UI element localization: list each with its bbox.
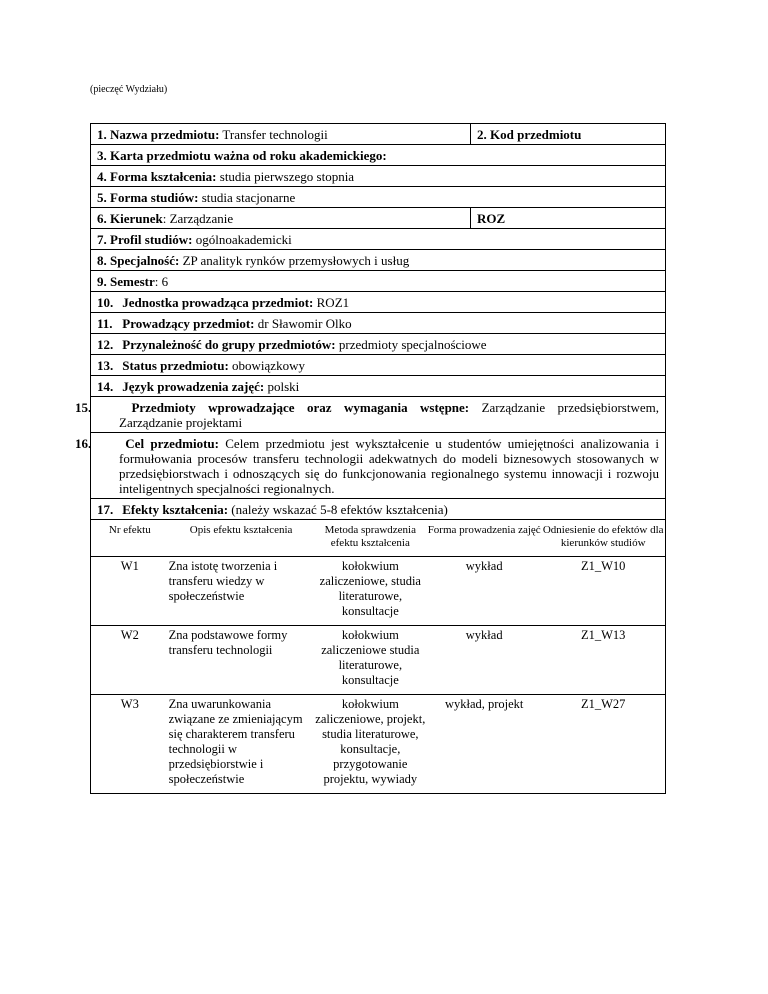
effects-header-metoda: Metoda sprawdzenia efektu kształcenia xyxy=(324,524,416,549)
effects-header-nr: Nr efektu xyxy=(108,524,151,536)
course-group-label: Przynależność do grupy przedmiotów: xyxy=(122,337,336,352)
effect-form: wykład, projekt xyxy=(427,695,541,794)
semester-cell xyxy=(91,271,666,292)
lecturer-number: 11. xyxy=(97,316,113,331)
field-of-study-value: : Zarządzanie xyxy=(162,211,234,226)
lecturer-value: dr Sławomir Olko xyxy=(254,316,352,331)
course-name-label: 1. Nazwa przedmiotu: xyxy=(97,127,220,142)
field-17-row xyxy=(91,499,666,520)
field-of-study-code: ROZ xyxy=(477,211,506,226)
semester-label: 9. Semestr xyxy=(97,274,155,289)
field-11-row xyxy=(91,313,666,334)
effects-row xyxy=(91,520,666,794)
study-profile-cell xyxy=(91,229,666,250)
field-4-row xyxy=(91,166,666,187)
effects-cell xyxy=(91,520,666,794)
unit-cell xyxy=(91,292,666,313)
effects-table xyxy=(91,520,665,793)
effect-row-w1 xyxy=(91,557,665,626)
specialty-label: 8. Specjalność: xyxy=(97,253,180,268)
prerequisites-value: Zarządzanie przedsiębiorstwem, Zarządzanie projektami xyxy=(119,400,659,430)
field-16-row xyxy=(91,433,666,499)
learning-outcomes-number: 17. xyxy=(97,502,114,517)
course-goal-cell xyxy=(75,433,666,499)
unit-label: Jednostka prowadząca przedmiot: xyxy=(122,295,314,310)
effects-header-odniesienie: Odniesienie do efektów dla kierunków studiów xyxy=(542,524,664,549)
course-group-cell xyxy=(91,334,666,355)
effect-reference: Z1_W27 xyxy=(541,695,665,794)
course-status-label: Status przedmiotu: xyxy=(122,358,229,373)
effect-nr: W3 xyxy=(91,695,169,794)
effect-reference: Z1_W13 xyxy=(541,626,665,695)
course-name-cell xyxy=(91,124,471,145)
field-3-row xyxy=(91,145,666,166)
field-of-study-label: 6. Kierunek xyxy=(97,211,163,226)
field-5-row xyxy=(91,187,666,208)
effects-header-row xyxy=(91,520,665,557)
field-14-row xyxy=(91,376,666,397)
course-code-label: 2. Kod przedmiotu xyxy=(477,127,582,142)
field-8-row xyxy=(91,250,666,271)
course-status-number: 13. xyxy=(97,358,114,373)
field-9-row xyxy=(91,271,666,292)
language-label: Język prowadzenia zajęć: xyxy=(122,379,265,394)
learning-outcomes-cell xyxy=(91,499,666,520)
field-15-row xyxy=(91,397,666,433)
learning-outcomes-value: (należy wskazać 5-8 efektów kształcenia) xyxy=(228,502,448,517)
course-group-number: 12. xyxy=(97,337,114,352)
effect-row-w3 xyxy=(91,695,665,794)
field-7-row xyxy=(91,229,666,250)
course-group-value: przedmioty specjalnościowe xyxy=(335,337,487,352)
effect-method: kołokwium zaliczeniowe, projekt, studia literaturowe, konsultacje, przygotowanie projektu, wywiady xyxy=(314,695,427,794)
language-number: 14. xyxy=(97,379,114,394)
study-profile-label: 7. Profil studiów: xyxy=(97,232,193,247)
prerequisites-cell xyxy=(75,397,666,433)
study-form-cell xyxy=(91,187,666,208)
effect-description: Zna istotę tworzenia i transferu wiedzy w społeczeństwie xyxy=(169,557,314,626)
prerequisites-label: Przedmioty wprowadzające oraz wymagania wstępne: xyxy=(131,400,470,415)
unit-number: 10. xyxy=(97,295,114,310)
lecturer-cell xyxy=(91,313,666,334)
specialty-value: ZP analityk rynków przemysłowych i usług xyxy=(179,253,410,268)
unit-value: ROZ1 xyxy=(313,295,350,310)
faculty-stamp-label: (pieczęć Wydziału) xyxy=(90,84,168,95)
lecturer-label: Prowadzący przedmiot: xyxy=(122,316,255,331)
effect-description: Zna uwarunkowania związane ze zmieniającym się charakterem transferu technologii w przedsiębiorstwie i społeczeństwie xyxy=(169,695,314,794)
effects-header-opis: Opis efektu kształcenia xyxy=(189,524,293,536)
effect-reference: Z1_W10 xyxy=(541,557,665,626)
course-goal-label: Cel przedmiotu: xyxy=(125,436,219,451)
effect-nr: W2 xyxy=(91,626,169,695)
effect-method: kołokwium zaliczeniowe, studia literaturowe, konsultacje xyxy=(314,557,427,626)
field-of-study-cell xyxy=(91,208,471,229)
effects-header-forma: Forma prowadzenia zajęć xyxy=(427,524,541,536)
language-value: polski xyxy=(264,379,300,394)
field-of-study-code-cell xyxy=(471,208,666,229)
field-6-row xyxy=(91,208,666,229)
effect-form: wykład xyxy=(427,557,541,626)
prerequisites-number: 15. xyxy=(75,400,92,415)
education-form-label: 4. Forma kształcenia: xyxy=(97,169,217,184)
course-status-cell xyxy=(91,355,666,376)
learning-outcomes-label: Efekty kształcenia: xyxy=(122,502,229,517)
semester-value: : 6 xyxy=(154,274,169,289)
course-code-cell xyxy=(471,124,666,145)
valid-year-cell xyxy=(91,145,666,166)
course-goal-number: 16. xyxy=(75,436,92,451)
field-1-row xyxy=(91,124,666,145)
field-13-row xyxy=(91,355,666,376)
language-cell xyxy=(91,376,666,397)
field-10-row xyxy=(91,292,666,313)
course-goal-value: Celem przedmiotu jest wykształcenie u studentów umiejętności analizowania i formułowania procesów transferu technologii adekwatnych do modeli biznesowych stosowanych w przedsiębiorstwach i odnoszących się do funkcjonowania regionalnego systemu innowacji i rozwoju inteligentnych specjalności regionalnych. xyxy=(119,436,659,496)
effect-row-w2 xyxy=(91,626,665,695)
effect-description: Zna podstawowe formy transferu technologii xyxy=(169,626,314,695)
education-form-value: studia pierwszego stopnia xyxy=(216,169,355,184)
effect-method: kołokwium zaliczeniowe studia literaturowe, konsultacje xyxy=(314,626,427,695)
course-name-value: Transfer technologii xyxy=(219,127,328,142)
study-form-value: studia stacjonarne xyxy=(198,190,296,205)
valid-year-label: 3. Karta przedmiotu ważna od roku akademickiego: xyxy=(97,148,387,163)
study-profile-value: ogólnoakademicki xyxy=(192,232,292,247)
effect-nr: W1 xyxy=(91,557,169,626)
education-form-cell xyxy=(91,166,666,187)
course-card-table xyxy=(75,123,666,794)
field-12-row xyxy=(91,334,666,355)
specialty-cell xyxy=(91,250,666,271)
effect-form: wykład xyxy=(427,626,541,695)
course-status-value: obowiązkowy xyxy=(228,358,305,373)
study-form-label: 5. Forma studiów: xyxy=(97,190,199,205)
